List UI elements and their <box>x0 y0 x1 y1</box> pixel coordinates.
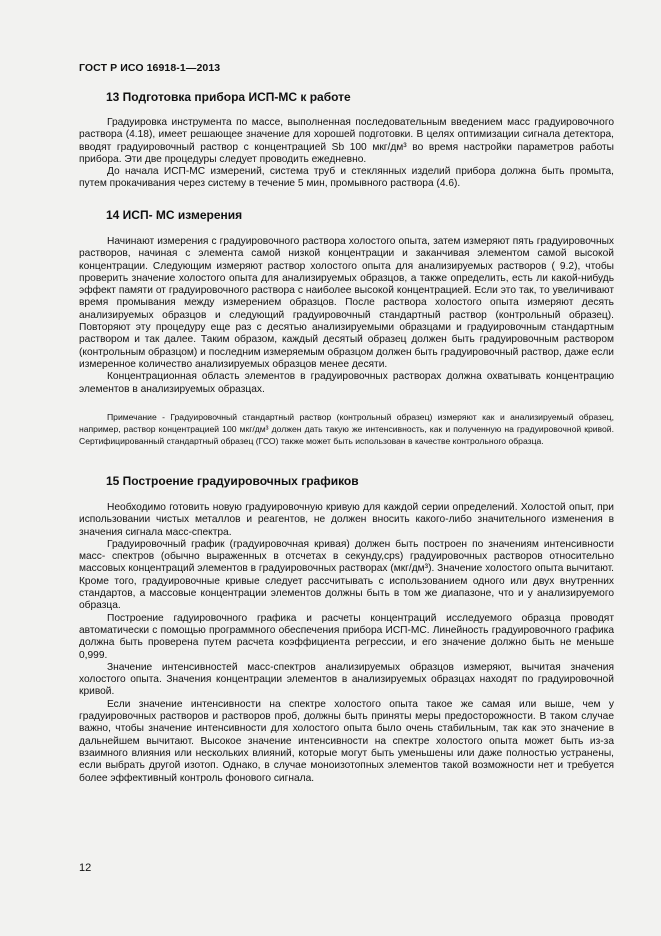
section-13-heading: 13 Подготовка прибора ИСП-МС к работе <box>106 90 351 104</box>
section-14-paragraph-2: Концентрационная область элементов в градуировочных растворах должна охватывать концентрацию элементов в анализируемых образцах. <box>79 371 614 395</box>
standard-title: ГОСТ Р ИСО 16918-1—2013 <box>79 62 221 74</box>
page-number: 12 <box>79 862 92 874</box>
section-15-paragraph-5: Если значение интенсивности на спектре холостого опыта такое же самая или выше, чем у градуировочных растворов и растворов проб, должны быть приняты меры предосторожности. В таком случае важно, чтобы значение интенсивности для холостого опыта было очень стабильным, так как это значение в дальнейшем вычитают. Высокое значение интенсивности на спектре холостого опыта может быть из-за взаимного влияния или нескольких влияний, которые могут быть уменьшены или даже полностью устранены, если выбрать другой изотоп. Однако, в случае моноизотопных элементов такой возможности нет и требуется более эффективный контроль фонового сигнала. <box>79 698 614 784</box>
section-15-heading: 15 Построение градуировочных графиков <box>106 474 359 488</box>
section-15-paragraph-3: Построение гадуировочного графика и расчеты концентраций исследуемого образца проводят автоматически с помощью программного обеспечения прибора ИСП-МС. Линейность градуировочного графика должна быть проверена путем расчета коэффициента регрессии, и его значение должно быть не меньше 0,999. <box>79 612 614 661</box>
section-14-body <box>79 236 614 396</box>
section-15-paragraph-4: Значение интенсивностей масс-спектров анализируемых образцов измеряют, вычитая значения холостого опыта. Значения концентрации элементов в анализируемых образцах находят по градуировочной кривой. <box>79 661 614 698</box>
section-13-paragraph-2: До начала ИСП-МС измерений, система труб и стеклянных изделий прибора должна быть промыта, путем прокачивания через систему в течение 5 мин, промывного раствора (4.6). <box>79 166 614 190</box>
note-text: Примечание - Градуировочный стандартный раствор (контрольный образец) измеряют как и анализируемый образец, например, раствор концентрацией 100 мкг/дм³ должен дать такую же интенсивность, как и полученную на градуировочной кривой. Сертифицированный стандартный образец (ГСО) также может быть использован в качестве контрольного образца. <box>79 412 614 447</box>
section-14-heading: 14 ИСП- МС измерения <box>106 208 243 222</box>
section-13-paragraph-1: Градуировка инструмента по массе, выполненная последовательным введением масс градуировочного раствора (4.18), имеет решающее значение для хорошей подготовки. В целях оптимизации сигнала детектора, вводят градуировочный раствор с концентрацией Sb 100 мкг/дм³ во время настройки параметров работы прибора. Эти две процедуры следует проводить ежедневно. <box>79 117 614 165</box>
section-14-note <box>79 411 614 448</box>
section-15-body <box>79 502 614 785</box>
section-13-body <box>79 117 614 191</box>
section-14-paragraph-1: Начинают измерения с градуировочного раствора холостого опыта, затем измеряют пять градуировочных растворов, начиная с элемента самой низкой концентрации и заканчивая элементом самой высокой концентрации. Следующим измеряют раствор холостого опыта для анализируемых растворов ( 9.2), чтобы проверить значение холостого опыта для анализируемых образцов, а также определить, есть ли какой-нибудь эффект памяти от градуировочного раствора с наиболее высокой концентрацией. Если это так, то увеличивают время промывания между измерением образцов. После раствора холостого опыта измеряют десять анализируемых образцов и следующий градуировочный стандартный раствор (контрольный образец). Повторяют эту процедуру еще раз с десятью анализируемыми образцами и градуировочным стандартным раствором и так далее. Таким образом, каждый десятый образец должен быть градуировочным раствором (контрольным образцом) и последним измеряемым образцом должен быть градуировочный раствор, даже если измеренное количество анализируемых образцов менее десяти. <box>79 236 614 370</box>
section-15-paragraph-2: Градуировочный график (градуировочная кривая) должен быть построен по значениям интенсивности масс- спектров (обычно выраженных в отсчетах в секунду,cps) градуировочных растворов относительно массовых концентраций элементов в градуировочных растворах (мкг/дм³). Значение холостого опыта вычитают. Кроме того, градуировочные кривые следует рассчитывать с использованием одного или двух внутренних стандартов, а массовые концентрации элементов должны быть в том же диапазоне, что и у анализируемого образца. <box>79 538 614 612</box>
section-15-paragraph-1: Необходимо готовить новую градуировочную кривую для каждой серии определений. Холостой опыт, при использовании чистых металлов и реагентов, не должен вносить какого-либо значительного изменения в значения сигнала масс-спектра. <box>79 502 614 538</box>
